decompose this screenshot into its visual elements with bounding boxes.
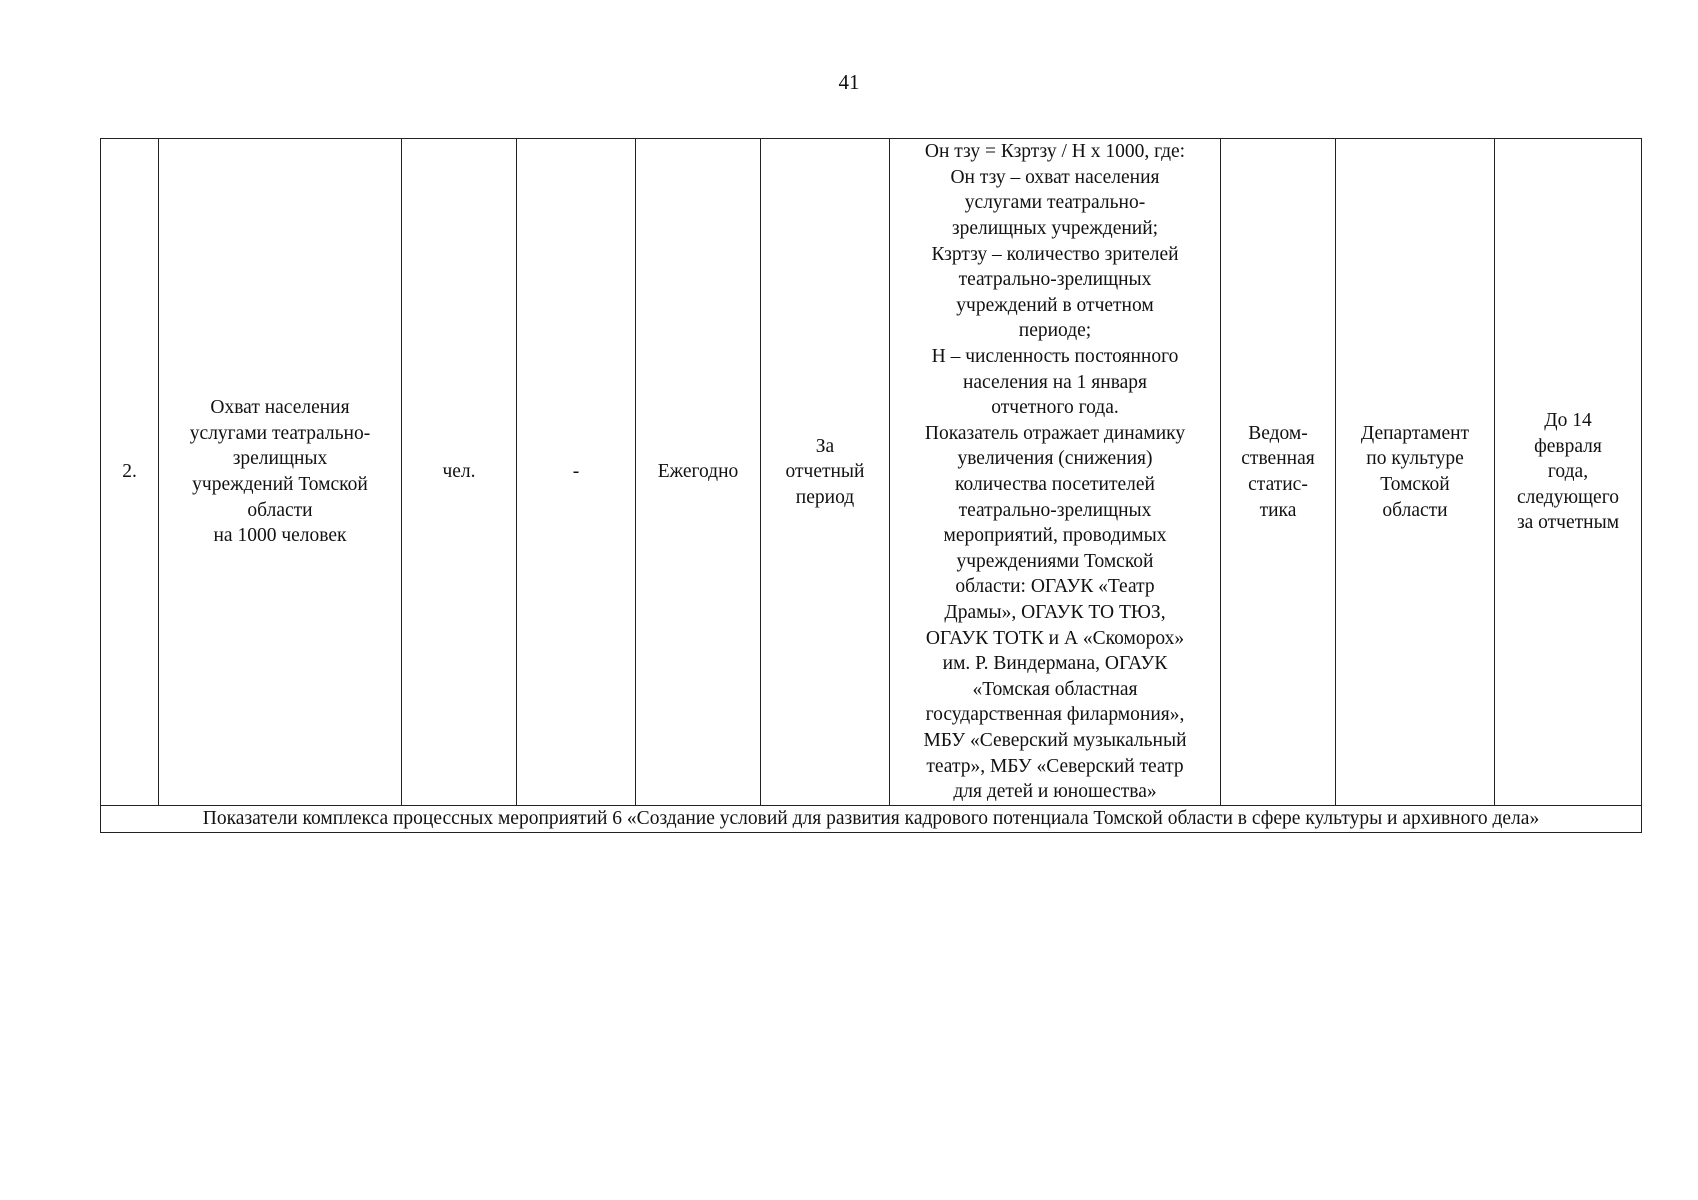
period-line: период <box>795 486 855 508</box>
section-row <box>101 806 1642 833</box>
formula-line: Он тзу = Кзртзу / Н х 1000, где: <box>924 141 1186 163</box>
formula-line: зрелищных учреждений; <box>951 218 1159 240</box>
formula-line: услугами театрально- <box>964 192 1146 214</box>
indicators-table <box>100 138 1642 833</box>
formula-line: периоде; <box>1018 320 1092 342</box>
row-number: 2. <box>101 139 159 806</box>
formula-line: Он тзу – охват населения <box>950 166 1160 188</box>
formula-line: населения на 1 января <box>962 371 1148 393</box>
indicator-name-line: услугами театрально- <box>189 422 371 444</box>
deadline-cell <box>1495 139 1642 806</box>
section-title: Показатели комплекса процессных мероприятий 6 «Создание условий для развития кадрового потенциала Томской области в сфере культуры и архивного дела» <box>101 806 1642 833</box>
dash-cell: - <box>517 139 636 806</box>
formula-line: государственная филармония», <box>925 704 1185 726</box>
responsible-line: Томской <box>1380 474 1450 495</box>
formula-line: театрально-зрелищных <box>958 269 1152 291</box>
responsible-line: по культуре <box>1366 448 1464 470</box>
responsible-line: области <box>1382 499 1448 521</box>
formula-line: учреждениями Томской <box>956 550 1154 572</box>
formula-line: области: ОГАУК «Театр <box>955 576 1155 598</box>
indicator-name-line: Охват населения <box>210 397 350 419</box>
indicator-name-line: области <box>247 499 313 521</box>
formula-line: количества посетителей <box>955 474 1155 495</box>
periodicity-cell: Ежегодно <box>636 139 761 806</box>
responsible-line: Департамент <box>1360 422 1470 444</box>
deadline-line: До 14 <box>1544 410 1592 432</box>
formula-line: отчетного года. <box>991 397 1119 419</box>
deadline-line: февраля <box>1534 435 1602 457</box>
data-source-cell <box>1221 139 1336 806</box>
deadline-line: следующего <box>1517 486 1619 508</box>
data-source-line: ственная <box>1241 448 1315 470</box>
formula-cell <box>890 139 1221 806</box>
formula-line: Показатель отражает динамику <box>924 422 1186 444</box>
formula-line: им. Р. Виндермана, ОГАУК <box>942 653 1168 675</box>
page-number: 41 <box>838 70 860 94</box>
data-source-line: статис- <box>1248 474 1308 495</box>
formula-line: ОГАУК ТОТК и А «Скоморох» <box>925 627 1185 649</box>
deadline-line: за отчетным <box>1516 512 1620 534</box>
formula-line: Драмы», ОГАУК ТО ТЮЗ, <box>944 601 1166 623</box>
formula-line: мероприятий, проводимых <box>943 525 1167 547</box>
formula-line: Н – численность постоянного <box>931 346 1179 368</box>
indicator-name-line: на 1000 человек <box>213 525 347 547</box>
period-line: За <box>815 435 835 457</box>
formula-line: театр», МБУ «Северский театр <box>926 755 1184 777</box>
table-row <box>101 139 1642 806</box>
period-line: отчетный <box>785 461 865 483</box>
formula-line: театрально-зрелищных <box>958 499 1152 521</box>
data-source-line: Ведом- <box>1248 422 1308 444</box>
formula-line: для детей и юношества» <box>953 781 1157 803</box>
formula-line: «Томская областная <box>972 678 1138 700</box>
period-cell <box>761 139 890 806</box>
unit-cell: чел. <box>402 139 517 806</box>
formula-line: учреждений в отчетном <box>956 294 1154 316</box>
data-source-line: тика <box>1259 499 1297 521</box>
indicator-name <box>159 139 402 806</box>
formula-line: увеличения (снижения) <box>957 448 1153 470</box>
indicator-name-line: учреждений Томской <box>192 474 368 495</box>
responsible-cell <box>1336 139 1495 806</box>
indicator-name-line: зрелищных <box>232 448 328 470</box>
deadline-line: года, <box>1547 461 1589 483</box>
formula-line: МБУ «Северский музыкальный <box>923 729 1187 751</box>
formula-line: Кзртзу – количество зрителей <box>931 243 1179 265</box>
